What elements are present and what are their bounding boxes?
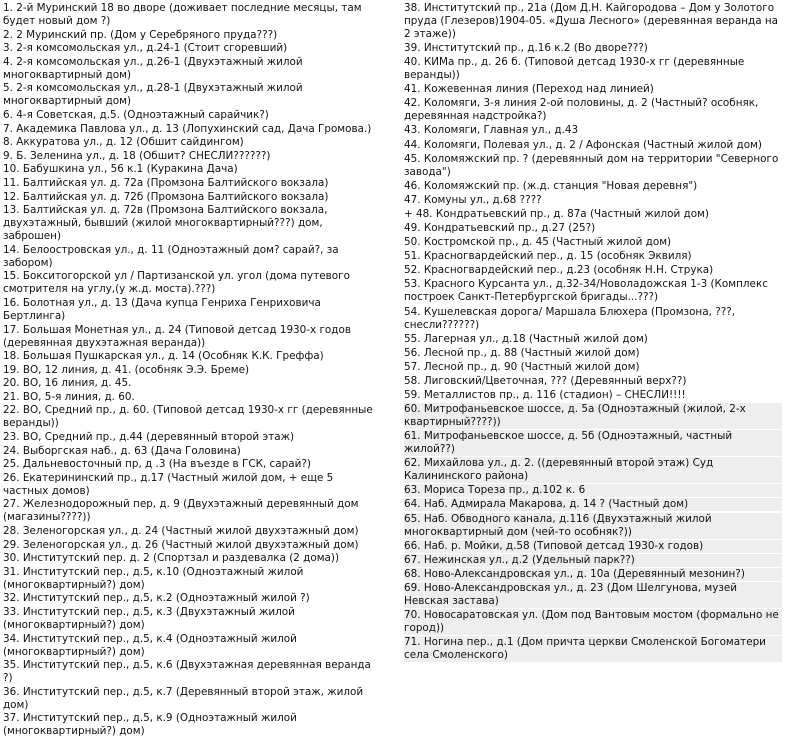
right-column <box>404 2 782 663</box>
list-item: 69. Ново-Александровская ул., д. 23 (Дом Шелгунова, музей Невская застава) <box>404 582 782 608</box>
list-item: 61. Митрофаньевское шоссе, д. 5б (Одноэтажный, частный жилой??) <box>404 430 782 456</box>
list-item: 14. Белоостровская ул., д. 11 (Одноэтажный дом? сарай?, за забором) <box>3 243 339 269</box>
list-item: 37. Институтский пер., д.5, к.9 (Одноэтажный жилой (многоквартирный?) дом) <box>3 712 297 738</box>
list-item: 19. ВО, 12 линия, д. 41. (особняк Э.Э. Бреме) <box>3 363 250 376</box>
list-item: 64. Наб. Адмирала Макарова, д. 14 ? (Частный дом) <box>404 498 782 511</box>
list-item: 6. 4-я Советская, д.5. (Одноэтажный сарайчик?) <box>3 108 269 121</box>
list-item: 9. Б. Зеленина ул., д. 18 (Обшит? СНЕСЛИ??????) <box>3 149 271 162</box>
list-item: 18. Большая Пушкарская ул., д. 14 (Особняк К.К. Греффа) <box>3 350 324 363</box>
list-item: 1. 2-й Муринский 18 во дворе (доживает последние месяцы, там будет новый дом ?) <box>3 2 362 27</box>
list-item: 25. Дальневосточный пр, д .3 (На въезде в ГСК, сарай?) <box>3 458 311 471</box>
list-item: 36. Институтский пер., д.5, к.7 (Деревянный второй этаж, жилой дом) <box>3 685 364 711</box>
list-item: 70. Новосаратовская ул. (Дом под Вантовым мостом (формально не город)) <box>404 609 782 635</box>
list-item: 52. Красногвардейский пер., д.23 (особняк Н.Н. Струка) <box>404 264 714 277</box>
list-item: 41. Кожевенная линия (Переход над линией) <box>404 83 654 96</box>
list-item: 60. Митрофаньевское шоссе, д. 5а (Одноэтажный (жилой, 2-х квартирный????)) <box>404 403 782 429</box>
list-item: 12. Балтийская ул. д. 72б (Промзона Балтийского вокзала) <box>3 190 329 203</box>
left-column <box>3 2 381 739</box>
list-item: 43. Коломяги, Главная ул., д.43 <box>404 124 579 137</box>
list-item: 31. Институтский пер., д.5, к.10 (Одноэтажный жилой (многоквартирный?) дом) <box>3 565 304 591</box>
list-item: 44. Коломяги, Полевая ул., д. 2 / Афонская (Частный жилой дом) <box>404 138 762 151</box>
list-item: 24. Выборгская наб., д. 63 (Дача Головина) <box>3 444 241 457</box>
list-item: 50. Костромской пр., д. 45 (Частный жилой дом) <box>404 236 672 249</box>
list-item: 51. Красногвардейский пер., д. 15 (особняк Эквиля) <box>404 250 692 263</box>
list-item: 56. Лесной пр., д. 88 (Частный жилой дом) <box>404 346 640 359</box>
list-item: 17. Большая Монетная ул., д. 24 (Типовой детсад 1930-х годов (деревянная двухэтажная веранда)) <box>3 323 351 349</box>
list-item: 40. КИМа пр., д. 26 б. (Типовой детсад 1930-х гг (деревянные веранды)) <box>404 56 745 82</box>
list-item: 47. Комуны ул., д.68 ???? <box>404 193 542 206</box>
list-item: 8. Аккуратова ул., д. 12 (Обшит сайдингом) <box>3 136 244 149</box>
list-item: 26. Екатерининский пр., д.17 (Частный жилой дом, + еще 5 частных домов) <box>3 471 334 497</box>
list-item: 46. Коломяжский пр. (ж.д. станция "Новая деревня") <box>404 179 698 192</box>
list-item: 2. 2 Муринский пр. (Дом у Серебряного пруда???) <box>3 28 278 41</box>
list-item: 54. Кушелевская дорога/ Маршала Блюхера (Промзона, ???, снесли??????) <box>404 305 736 331</box>
list-item: 66. Наб. р. Мойки, д.58 (Типовой детсад 1930-х годов) <box>404 540 782 553</box>
list-item: 57. Лесной пр., д. 90 (Частный жилой дом) <box>404 360 640 373</box>
list-item: 67. Нежинская ул., д.2 (Удельный парк??) <box>404 554 782 567</box>
list-item: 62. Михайлова ул., д. 2. ((деревянный второй этаж) Суд Калининского района) <box>404 457 782 483</box>
list-item: 23. ВО, Средний пр., д.44 (деревянный второй этаж) <box>3 431 294 444</box>
list-item: 68. Ново-Александровская ул., д. 10а (Деревянный мезонин?) <box>404 568 782 581</box>
list-item: 45. Коломяжский пр. ? (деревянный дом на территории "Северного завода") <box>404 152 779 178</box>
list-item: 33. Институтский пер., д.5, к.3 (Двухэтажный жилой (многоквартирный?) дом) <box>3 606 295 631</box>
list-item: 35. Институтский пер., д.5, к.6 (Двухэтажная деревянная веранда ?) <box>3 659 371 685</box>
list-item: 15. Бокситогорской ул / Партизанской ул. угол (дома путевого смотрителя на углу,(у ж.д. моста).???) <box>3 270 350 296</box>
list-item: 27. Железнодорожный пер, д. 9 (Двухэтажный деревянный дом (магазины????)) <box>3 498 359 524</box>
list-item: 58. Лиговский/Цветочная, ??? (Деревянный верх??) <box>404 374 687 387</box>
list-item: 4. 2-я комсомольская ул., д.26-1 (Двухэтажный жилой многоквартирный дом) <box>3 55 303 81</box>
list-item: 20. ВО, 16 линия, д. 45. <box>3 377 132 390</box>
list-item: 29. Зеленогорская ул., д. 26 (Частный жилой двухэтажный дом) <box>3 538 359 551</box>
list-item: 16. Болотная ул., д. 13 (Дача купца Генриха Генриховича Бертлинга) <box>3 296 321 322</box>
list-item: 49. Кондратьевский пр., д.27 (25?) <box>404 222 596 235</box>
list-item: 30. Институтский пер. д. 2 (Спортзал и раздевалка (2 дома)) <box>3 552 340 565</box>
list-item: 38. Институтский пр., 21а (Дом Д.Н. Кайгородова – Дом у Золотого пруда (Глезеров)1904-05. «Душа Лесного» (деревянная веранда на 2 этаже)) <box>404 2 779 40</box>
list-item: 11. Балтийская ул. д. 72а (Промзона Балтийского вокзала) <box>3 176 329 189</box>
list-item: 10. Бабушкина ул., 56 к.1 (Куракина Дача) <box>3 163 238 176</box>
list-item: 32. Институтский пер., д.5, к.2 (Одноэтажный жилой ?) <box>3 592 310 605</box>
list-item: 13. Балтийская ул. д. 72в (Промзона Балтийского вокзала, двухэтажный, бывший (жилой многоквартирный???) дом, заброшен) <box>3 204 328 243</box>
list-item: 71. Ногина пер., д.1 (Дом причта церкви Смоленской Богоматери села Смоленского) <box>404 636 782 662</box>
list-item: 55. Лагерная ул., д.18 (Частный жилой дом) <box>404 332 648 345</box>
list-item: 63. Мориса Тореза пр., д.102 к. 6 <box>404 484 782 497</box>
list-item: 39. Институтский пр., д.16 к.2 (Во дворе???) <box>404 42 648 55</box>
list-item: 21. ВО, 5-я линия, д. 60. <box>3 390 135 403</box>
list-item: 59. Металлистов пр., д. 116 (стадион) – СНЕСЛИ!!!! <box>404 388 686 401</box>
list-item: 42. Коломяги, 3-я линия 2-ой половины, д. 2 (Частный? особняк, деревянная надстройка?) <box>404 97 759 123</box>
list-item: 34. Институтский пер., д.5, к.4 (Одноэтажный жилой (многоквартирный?) дом) <box>3 632 297 658</box>
list-item: 22. ВО, Средний пр., д. 60. (Типовой детсад 1930-х гг (деревянные веранды)) <box>3 404 373 430</box>
list-item: 28. Зеленогорская ул., д. 24 (Частный жилой двухэтажный дом) <box>3 525 359 538</box>
list-item: 65. Наб. Обводного канала, д.116 (Двухэтажный жилой многоквартирный дом (чей-то особняк?)) <box>404 513 782 539</box>
list-item: 5. 2-я комсомольская ул., д.28-1 (Двухэтажный жилой многоквартирный дом) <box>3 82 303 108</box>
list-item: + 48. Кондратьевский пр., д. 87а (Частный жилой дом) <box>404 207 709 220</box>
list-item: 7. Академика Павлова ул., д. 13 (Лопухинский сад, Дача Громова.) <box>3 122 372 135</box>
list-item: 3. 2-я комсомольская ул., д.24-1 (Стоит сгоревший) <box>3 42 288 55</box>
list-item: 53. Красного Курсанта ул., д.32-34/Новоладожская 1-3 (Комплекс построек Санкт-Петербургской бригады...???) <box>404 278 768 304</box>
